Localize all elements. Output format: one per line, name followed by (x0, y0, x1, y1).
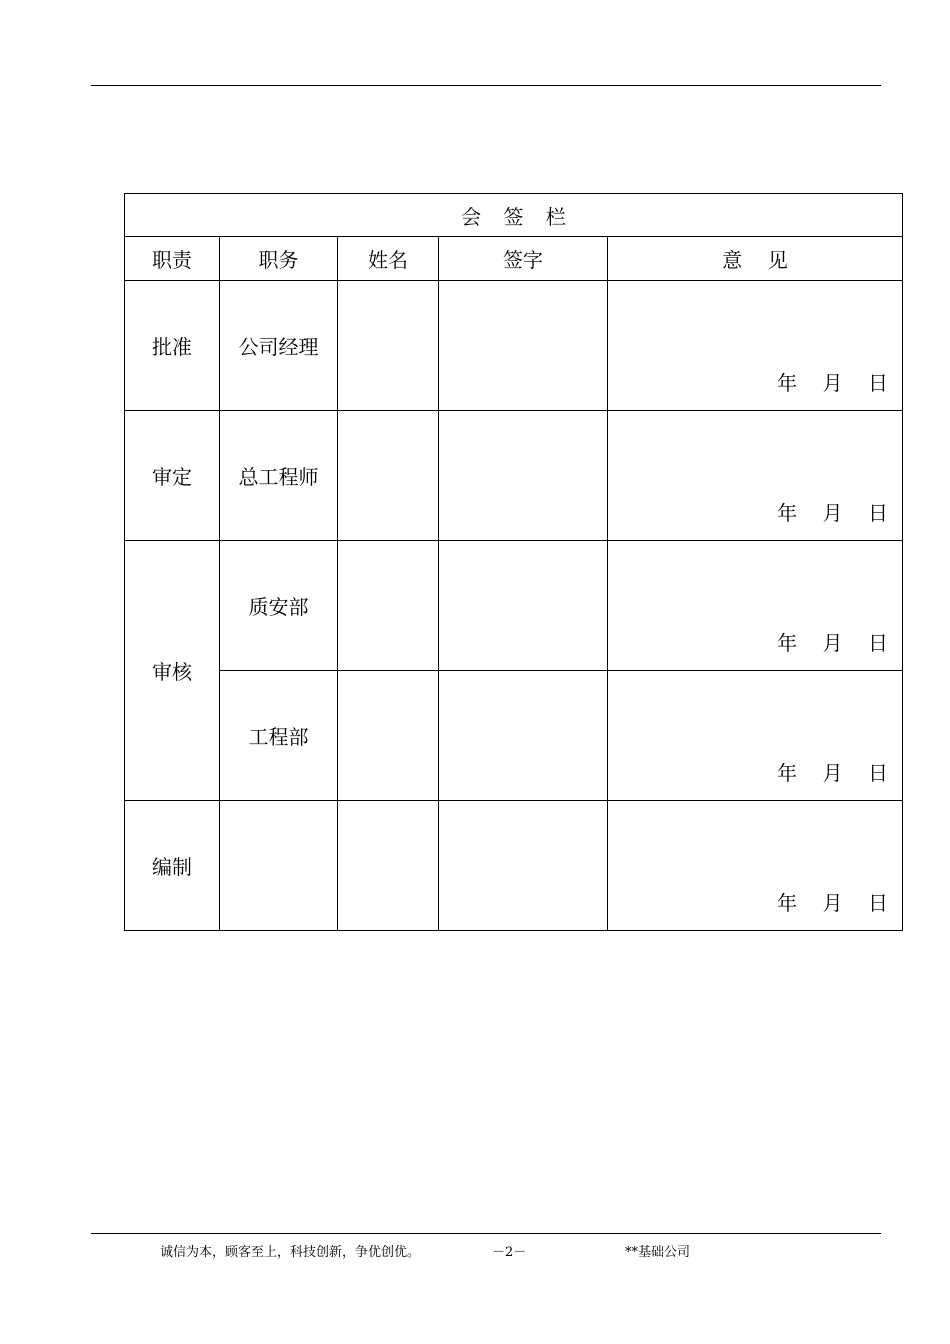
opinion-cell[interactable] (608, 411, 903, 541)
table-title: 会 签 栏 (125, 194, 903, 237)
position-cell: 总工程师 (220, 411, 338, 541)
header-row (125, 237, 903, 281)
header-name: 姓名 (338, 237, 439, 281)
footer-slogan: 诚信为本，顾客至上，科技创新，争优创优。 (160, 1245, 421, 1260)
header-rule (91, 85, 881, 86)
header-signature: 签字 (439, 237, 608, 281)
date-label: 年 月 日 (777, 501, 889, 525)
sign-off-table (124, 193, 903, 931)
name-cell[interactable] (338, 541, 439, 671)
name-cell[interactable] (338, 801, 439, 931)
date-label: 年 月 日 (777, 631, 889, 655)
opinion-cell[interactable] (608, 541, 903, 671)
opinion-cell[interactable] (608, 671, 903, 801)
footer-rule (91, 1233, 881, 1234)
table-row (125, 801, 903, 931)
signature-cell[interactable] (439, 671, 608, 801)
table-row (125, 541, 903, 671)
opinion-cell[interactable] (608, 281, 903, 411)
date-label: 年 月 日 (777, 891, 889, 915)
position-cell: 质安部 (220, 541, 338, 671)
position-cell[interactable] (220, 801, 338, 931)
name-cell[interactable] (338, 411, 439, 541)
header-position: 职务 (220, 237, 338, 281)
position-cell: 公司经理 (220, 281, 338, 411)
table-row (125, 281, 903, 411)
name-cell[interactable] (338, 671, 439, 801)
date-label: 年 月 日 (777, 371, 889, 395)
signature-cell[interactable] (439, 801, 608, 931)
signature-cell[interactable] (439, 541, 608, 671)
signature-cell[interactable] (439, 411, 608, 541)
position-cell: 工程部 (220, 671, 338, 801)
header-opinion: 意 见 (608, 237, 903, 281)
table-row (125, 411, 903, 541)
header-role: 职责 (125, 237, 220, 281)
date-label: 年 月 日 (777, 761, 889, 785)
name-cell[interactable] (338, 281, 439, 411)
role-cell: 审核 (125, 541, 220, 801)
role-cell: 批准 (125, 281, 220, 411)
opinion-cell[interactable] (608, 801, 903, 931)
footer-company: **基础公司 (625, 1245, 691, 1260)
signature-cell[interactable] (439, 281, 608, 411)
role-cell: 审定 (125, 411, 220, 541)
footer-page-number: －2－ (492, 1245, 527, 1260)
role-cell: 编制 (125, 801, 220, 931)
table-row (125, 671, 903, 801)
